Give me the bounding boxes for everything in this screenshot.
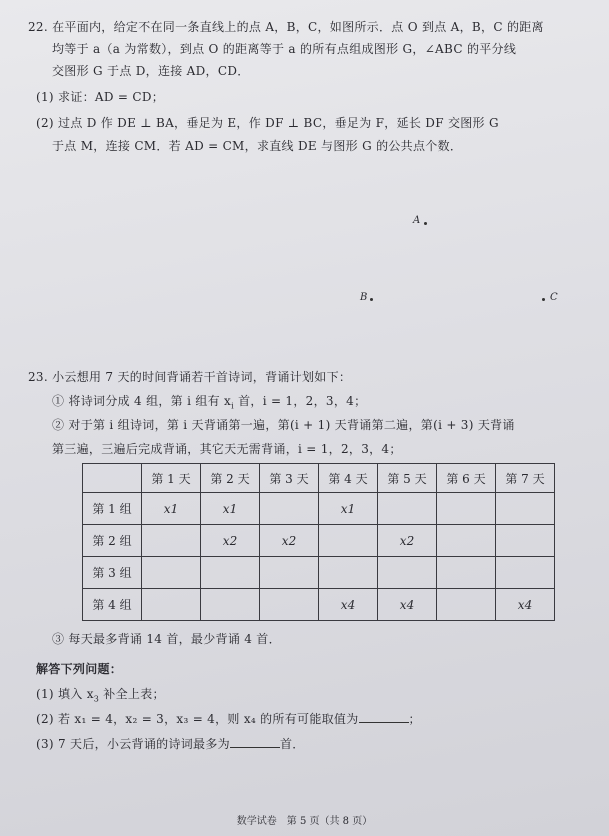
q23-part-2-pre: (2) 若 x₁ = 4，x₂ = 3，x₃ = 4，则 x₄ 的所有可能取值为 [36,712,359,726]
q23-part-3-post: 首． [279,737,305,751]
table-cell [437,493,496,525]
point-a-dot [424,222,427,225]
table-cell [142,589,201,621]
table-cell [378,557,437,589]
recitation-plan-table [82,463,555,621]
table-header-cell: 第 1 天 [142,464,201,493]
q23-rule-2a: ② 对于第 i 组诗词，第 i 天背诵第一遍，第(i + 1) 天背诵第二遍，第(i + 3) 天背诵 [52,418,515,432]
table-cell: x2 [378,525,437,557]
table-cell [437,525,496,557]
table-row [83,589,555,621]
q23-part-3-pre: (3) 7 天后，小云背诵的诗词最多为 [36,737,230,751]
table-cell [496,493,555,525]
table-header-cell: 第 3 天 [260,464,319,493]
table-cell [496,557,555,589]
table-cell [496,525,555,557]
q22-part-1: (1) 求证：AD = CD； [36,90,165,104]
q23-rule-2b: 第三遍，三遍后完成背诵，其它天无需背诵，i = 1，2，3，4； [52,442,402,456]
table-cell: 第 4 组 [83,589,142,621]
q23-part-2-post: ； [408,712,421,726]
table-cell: 第 1 组 [83,493,142,525]
table-cell: x4 [378,589,437,621]
table-cell [142,557,201,589]
point-c-label: C [550,292,558,303]
table-cell [378,493,437,525]
q22-part-2-line-1: (2) 过点 D 作 DE ⊥ BA，垂足为 E，作 DF ⊥ BC，垂足为 F，延长 DF 交图形 G [36,116,499,130]
q23-rule-3: ③ 每天最多背诵 14 首，最少背诵 4 首． [52,632,281,646]
q23-part-1-sub: 3 [93,694,100,704]
q23-part-3 [36,735,305,752]
q23-part-1 [36,685,165,703]
table-cell [319,525,378,557]
table-cell [260,493,319,525]
q22-line-3: 交图形 G 于点 D，连接 AD，CD． [52,64,250,78]
table-cell: x4 [496,589,555,621]
q22-part-2-line-2: 于点 M，连接 CM．若 AD = CM，求直线 DE 与图形 G 的公共点个数． [52,139,463,153]
table-cell [260,589,319,621]
q23-part-1-post: 补全上表； [99,687,165,701]
table-cell: x1 [142,493,201,525]
table-header-cell: 第 6 天 [437,464,496,493]
table-cell [437,589,496,621]
table-header-cell: 第 7 天 [496,464,555,493]
point-a-label: A [413,215,421,226]
answer-blank-3 [230,737,280,748]
table-header-cell [83,464,142,493]
q23-rule-1 [52,392,366,410]
table-row [83,493,555,525]
table-cell: x4 [319,589,378,621]
q23-intro: 23. 小云想用 7 天的时间背诵若干首诗词，背诵计划如下： [28,370,352,384]
table-cell: 第 2 组 [83,525,142,557]
table-cell: x1 [201,493,260,525]
answer-blank-2 [359,712,409,723]
point-b-label: B [360,292,368,303]
q22-line-2: 均等于 a（a 为常数），到点 O 的距离等于 a 的所有点组成图形 G，∠ABC 的平分线 [52,42,517,56]
q23-solve-heading: 解答下列问题： [36,662,123,676]
point-b-dot [370,298,373,301]
table-header-row [83,464,555,493]
table-header-cell: 第 2 天 [201,464,260,493]
q23-part-1-pre: (1) 填入 x [36,687,94,701]
table-row [83,525,555,557]
table-cell [437,557,496,589]
q23-rule-1-sub: i [231,401,234,411]
page-footer: 数学试卷 第 5 页（共 8 页） [236,816,373,827]
table-header-cell: 第 4 天 [319,464,378,493]
table-cell [201,557,260,589]
q23-rule-1-end: 首，i = 1，2，3，4； [234,394,367,408]
point-c-dot [542,298,545,301]
q23-part-2 [36,710,421,727]
q23-rule-1-text: ① 将诗词分成 4 组，第 i 组有 x [52,394,232,408]
q22-line-1: 22. 在平面内，给定不在同一条直线上的点 A，B，C，如图所示．点 O 到点 A，B，C 的距离 [28,20,544,34]
table-cell: x2 [201,525,260,557]
table-row [83,557,555,589]
table-cell [260,557,319,589]
table-cell: 第 3 组 [83,557,142,589]
table-cell: x1 [319,493,378,525]
table-header-cell: 第 5 天 [378,464,437,493]
table-cell: x2 [260,525,319,557]
table-cell [142,525,201,557]
table-cell [201,589,260,621]
table-cell [319,557,378,589]
